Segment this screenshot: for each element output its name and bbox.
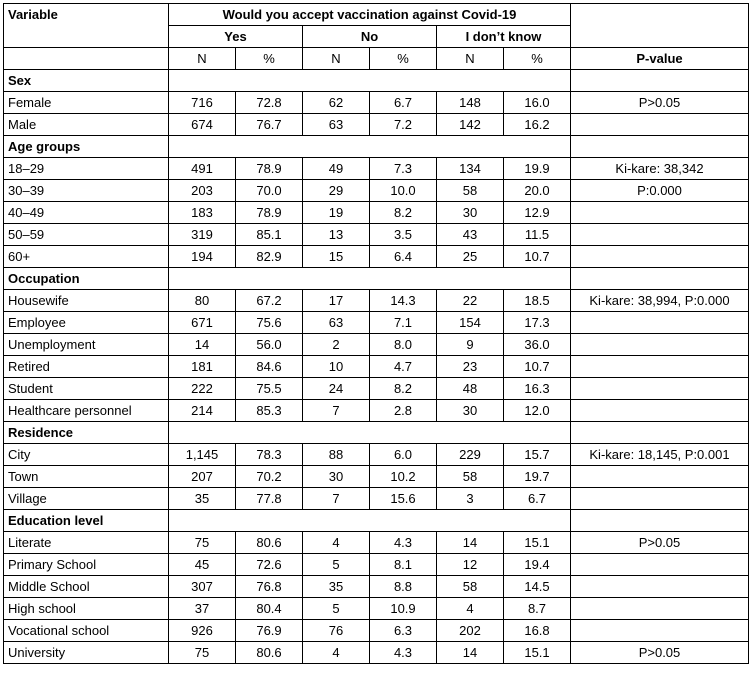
count-cell: 29	[303, 180, 370, 202]
percent-cell: 80.4	[236, 598, 303, 620]
pvalue-cell: P:0.000	[571, 180, 749, 202]
section-empty-cell	[169, 136, 236, 158]
section-empty-cell	[370, 70, 437, 92]
row-label: City	[4, 444, 169, 466]
table-row	[4, 598, 749, 620]
percent-cell: 75.5	[236, 378, 303, 400]
row-label: Healthcare personnel	[4, 400, 169, 422]
n-header: N	[303, 48, 370, 70]
pvalue-cell	[571, 554, 749, 576]
percent-cell: 56.0	[236, 334, 303, 356]
percent-cell: 14.5	[504, 576, 571, 598]
section-empty-cell	[571, 70, 749, 92]
count-cell: 148	[437, 92, 504, 114]
percent-cell: 7.2	[370, 114, 437, 136]
table-row	[4, 224, 749, 246]
pvalue-cell: P>0.05	[571, 92, 749, 114]
table-row	[4, 114, 749, 136]
section-empty-cell	[169, 268, 236, 290]
count-cell: 30	[437, 400, 504, 422]
section-empty-cell	[504, 422, 571, 444]
pct-header: %	[370, 48, 437, 70]
table-row	[4, 356, 749, 378]
count-cell: 49	[303, 158, 370, 180]
question-header: Would you accept vaccination against Covid-19	[169, 4, 571, 26]
pvalue-cell	[571, 246, 749, 268]
count-cell: 63	[303, 114, 370, 136]
section-empty-cell	[169, 510, 236, 532]
pvalue-cell	[571, 312, 749, 334]
pvalue-header-spacer	[571, 4, 749, 48]
row-label: Literate	[4, 532, 169, 554]
variable-subheader-empty	[4, 48, 169, 70]
row-label: Employee	[4, 312, 169, 334]
count-cell: 181	[169, 356, 236, 378]
table-row	[4, 92, 749, 114]
percent-cell: 15.6	[370, 488, 437, 510]
table-row	[4, 576, 749, 598]
table-row	[4, 334, 749, 356]
percent-cell: 14.3	[370, 290, 437, 312]
section-empty-cell	[504, 136, 571, 158]
table-row	[4, 158, 749, 180]
section-empty-cell	[236, 422, 303, 444]
percent-cell: 80.6	[236, 532, 303, 554]
percent-cell: 6.0	[370, 444, 437, 466]
count-cell: 10	[303, 356, 370, 378]
row-label: Male	[4, 114, 169, 136]
count-cell: 214	[169, 400, 236, 422]
n-header: N	[169, 48, 236, 70]
section-empty-cell	[370, 268, 437, 290]
count-cell: 491	[169, 158, 236, 180]
percent-cell: 8.2	[370, 378, 437, 400]
percent-cell: 10.7	[504, 246, 571, 268]
row-label: Village	[4, 488, 169, 510]
section-row	[4, 510, 749, 532]
pct-header: %	[504, 48, 571, 70]
table-row	[4, 532, 749, 554]
count-cell: 14	[437, 642, 504, 664]
group-header-yes: Yes	[169, 26, 303, 48]
count-cell: 142	[437, 114, 504, 136]
pvalue-cell	[571, 488, 749, 510]
section-empty-cell	[437, 136, 504, 158]
percent-cell: 4.3	[370, 532, 437, 554]
vaccination-table	[3, 3, 749, 664]
percent-cell: 3.5	[370, 224, 437, 246]
count-cell: 14	[437, 532, 504, 554]
percent-cell: 8.0	[370, 334, 437, 356]
section-empty-cell	[370, 510, 437, 532]
row-label: Vocational school	[4, 620, 169, 642]
section-empty-cell	[571, 136, 749, 158]
count-cell: 13	[303, 224, 370, 246]
count-cell: 37	[169, 598, 236, 620]
table-row	[4, 290, 749, 312]
pvalue-cell	[571, 356, 749, 378]
table-row	[4, 488, 749, 510]
percent-cell: 11.5	[504, 224, 571, 246]
count-cell: 7	[303, 400, 370, 422]
section-title: Education level	[4, 510, 169, 532]
section-empty-cell	[303, 422, 370, 444]
section-empty-cell	[504, 268, 571, 290]
pvalue-header: P-value	[571, 48, 749, 70]
count-cell: 4	[437, 598, 504, 620]
percent-cell: 77.8	[236, 488, 303, 510]
count-cell: 30	[303, 466, 370, 488]
row-label: Female	[4, 92, 169, 114]
percent-cell: 6.7	[504, 488, 571, 510]
count-cell: 671	[169, 312, 236, 334]
percent-cell: 78.9	[236, 202, 303, 224]
section-empty-cell	[504, 510, 571, 532]
section-empty-cell	[571, 268, 749, 290]
percent-cell: 10.2	[370, 466, 437, 488]
header-row-1	[4, 4, 749, 26]
percent-cell: 82.9	[236, 246, 303, 268]
percent-cell: 10.0	[370, 180, 437, 202]
table-row	[4, 246, 749, 268]
count-cell: 207	[169, 466, 236, 488]
count-cell: 2	[303, 334, 370, 356]
section-empty-cell	[437, 510, 504, 532]
percent-cell: 76.7	[236, 114, 303, 136]
percent-cell: 85.3	[236, 400, 303, 422]
row-label: Student	[4, 378, 169, 400]
count-cell: 25	[437, 246, 504, 268]
row-label: University	[4, 642, 169, 664]
row-label: Town	[4, 466, 169, 488]
percent-cell: 85.1	[236, 224, 303, 246]
percent-cell: 67.2	[236, 290, 303, 312]
count-cell: 23	[437, 356, 504, 378]
pvalue-cell	[571, 378, 749, 400]
percent-cell: 8.2	[370, 202, 437, 224]
count-cell: 319	[169, 224, 236, 246]
count-cell: 75	[169, 532, 236, 554]
count-cell: 203	[169, 180, 236, 202]
pvalue-cell	[571, 202, 749, 224]
count-cell: 19	[303, 202, 370, 224]
section-row	[4, 136, 749, 158]
section-empty-cell	[571, 510, 749, 532]
count-cell: 4	[303, 532, 370, 554]
percent-cell: 78.3	[236, 444, 303, 466]
count-cell: 15	[303, 246, 370, 268]
section-empty-cell	[437, 70, 504, 92]
pvalue-cell: Ki-kare: 18,145, P:0.001	[571, 444, 749, 466]
count-cell: 12	[437, 554, 504, 576]
count-cell: 716	[169, 92, 236, 114]
table-row	[4, 554, 749, 576]
percent-cell: 18.5	[504, 290, 571, 312]
pct-header: %	[236, 48, 303, 70]
count-cell: 183	[169, 202, 236, 224]
count-cell: 202	[437, 620, 504, 642]
section-title: Occupation	[4, 268, 169, 290]
count-cell: 7	[303, 488, 370, 510]
section-empty-cell	[169, 422, 236, 444]
count-cell: 154	[437, 312, 504, 334]
section-title: Residence	[4, 422, 169, 444]
count-cell: 14	[169, 334, 236, 356]
row-label: 40–49	[4, 202, 169, 224]
percent-cell: 2.8	[370, 400, 437, 422]
row-label: Unemployment	[4, 334, 169, 356]
row-label: High school	[4, 598, 169, 620]
section-empty-cell	[236, 70, 303, 92]
count-cell: 1,145	[169, 444, 236, 466]
row-label: Primary School	[4, 554, 169, 576]
count-cell: 43	[437, 224, 504, 246]
header-row-3	[4, 48, 749, 70]
count-cell: 5	[303, 598, 370, 620]
section-row	[4, 70, 749, 92]
pvalue-cell: Ki-kare: 38,342	[571, 158, 749, 180]
group-header-no: No	[303, 26, 437, 48]
count-cell: 4	[303, 642, 370, 664]
count-cell: 22	[437, 290, 504, 312]
section-empty-cell	[303, 70, 370, 92]
pvalue-cell	[571, 576, 749, 598]
count-cell: 9	[437, 334, 504, 356]
table-row	[4, 642, 749, 664]
variable-header: Variable	[4, 4, 169, 48]
table-row	[4, 378, 749, 400]
section-empty-cell	[236, 510, 303, 532]
section-empty-cell	[571, 422, 749, 444]
percent-cell: 10.7	[504, 356, 571, 378]
table-row	[4, 444, 749, 466]
section-empty-cell	[169, 70, 236, 92]
percent-cell: 16.0	[504, 92, 571, 114]
row-label: 50–59	[4, 224, 169, 246]
n-header: N	[437, 48, 504, 70]
section-empty-cell	[303, 510, 370, 532]
count-cell: 194	[169, 246, 236, 268]
percent-cell: 19.9	[504, 158, 571, 180]
percent-cell: 76.9	[236, 620, 303, 642]
percent-cell: 72.6	[236, 554, 303, 576]
count-cell: 222	[169, 378, 236, 400]
count-cell: 58	[437, 466, 504, 488]
count-cell: 62	[303, 92, 370, 114]
percent-cell: 4.7	[370, 356, 437, 378]
section-empty-cell	[370, 422, 437, 444]
pvalue-cell	[571, 466, 749, 488]
percent-cell: 16.3	[504, 378, 571, 400]
percent-cell: 84.6	[236, 356, 303, 378]
percent-cell: 6.3	[370, 620, 437, 642]
pvalue-cell	[571, 620, 749, 642]
percent-cell: 72.8	[236, 92, 303, 114]
percent-cell: 6.4	[370, 246, 437, 268]
percent-cell: 15.7	[504, 444, 571, 466]
section-empty-cell	[437, 422, 504, 444]
pvalue-cell	[571, 598, 749, 620]
pvalue-cell: P>0.05	[571, 642, 749, 664]
table-row	[4, 312, 749, 334]
section-row	[4, 268, 749, 290]
count-cell: 45	[169, 554, 236, 576]
count-cell: 30	[437, 202, 504, 224]
section-row	[4, 422, 749, 444]
table-row	[4, 400, 749, 422]
section-title: Sex	[4, 70, 169, 92]
section-empty-cell	[370, 136, 437, 158]
percent-cell: 19.4	[504, 554, 571, 576]
row-label: 18–29	[4, 158, 169, 180]
count-cell: 35	[169, 488, 236, 510]
pvalue-cell: Ki-kare: 38,994, P:0.000	[571, 290, 749, 312]
row-label: Housewife	[4, 290, 169, 312]
percent-cell: 19.7	[504, 466, 571, 488]
count-cell: 134	[437, 158, 504, 180]
percent-cell: 15.1	[504, 642, 571, 664]
pvalue-cell	[571, 400, 749, 422]
table-row	[4, 466, 749, 488]
count-cell: 76	[303, 620, 370, 642]
count-cell: 5	[303, 554, 370, 576]
percent-cell: 75.6	[236, 312, 303, 334]
count-cell: 3	[437, 488, 504, 510]
section-empty-cell	[303, 136, 370, 158]
pvalue-cell	[571, 224, 749, 246]
count-cell: 58	[437, 576, 504, 598]
percent-cell: 36.0	[504, 334, 571, 356]
percent-cell: 17.3	[504, 312, 571, 334]
percent-cell: 76.8	[236, 576, 303, 598]
percent-cell: 7.1	[370, 312, 437, 334]
count-cell: 48	[437, 378, 504, 400]
count-cell: 24	[303, 378, 370, 400]
percent-cell: 80.6	[236, 642, 303, 664]
section-empty-cell	[236, 268, 303, 290]
section-empty-cell	[236, 136, 303, 158]
row-label: Retired	[4, 356, 169, 378]
pvalue-cell: P>0.05	[571, 532, 749, 554]
percent-cell: 8.8	[370, 576, 437, 598]
count-cell: 63	[303, 312, 370, 334]
section-title: Age groups	[4, 136, 169, 158]
count-cell: 674	[169, 114, 236, 136]
count-cell: 58	[437, 180, 504, 202]
percent-cell: 15.1	[504, 532, 571, 554]
percent-cell: 70.0	[236, 180, 303, 202]
percent-cell: 6.7	[370, 92, 437, 114]
group-header-dont-know: I don’t know	[437, 26, 571, 48]
percent-cell: 16.8	[504, 620, 571, 642]
count-cell: 926	[169, 620, 236, 642]
percent-cell: 12.9	[504, 202, 571, 224]
row-label: 30–39	[4, 180, 169, 202]
count-cell: 229	[437, 444, 504, 466]
table-row	[4, 180, 749, 202]
percent-cell: 16.2	[504, 114, 571, 136]
percent-cell: 8.7	[504, 598, 571, 620]
count-cell: 75	[169, 642, 236, 664]
percent-cell: 7.3	[370, 158, 437, 180]
count-cell: 17	[303, 290, 370, 312]
table-row	[4, 620, 749, 642]
count-cell: 80	[169, 290, 236, 312]
count-cell: 88	[303, 444, 370, 466]
percent-cell: 10.9	[370, 598, 437, 620]
table-row	[4, 202, 749, 224]
row-label: Middle School	[4, 576, 169, 598]
percent-cell: 8.1	[370, 554, 437, 576]
count-cell: 307	[169, 576, 236, 598]
percent-cell: 4.3	[370, 642, 437, 664]
pvalue-cell	[571, 114, 749, 136]
section-empty-cell	[504, 70, 571, 92]
section-empty-cell	[437, 268, 504, 290]
percent-cell: 20.0	[504, 180, 571, 202]
count-cell: 35	[303, 576, 370, 598]
row-label: 60+	[4, 246, 169, 268]
percent-cell: 70.2	[236, 466, 303, 488]
section-empty-cell	[303, 268, 370, 290]
percent-cell: 12.0	[504, 400, 571, 422]
pvalue-cell	[571, 334, 749, 356]
percent-cell: 78.9	[236, 158, 303, 180]
